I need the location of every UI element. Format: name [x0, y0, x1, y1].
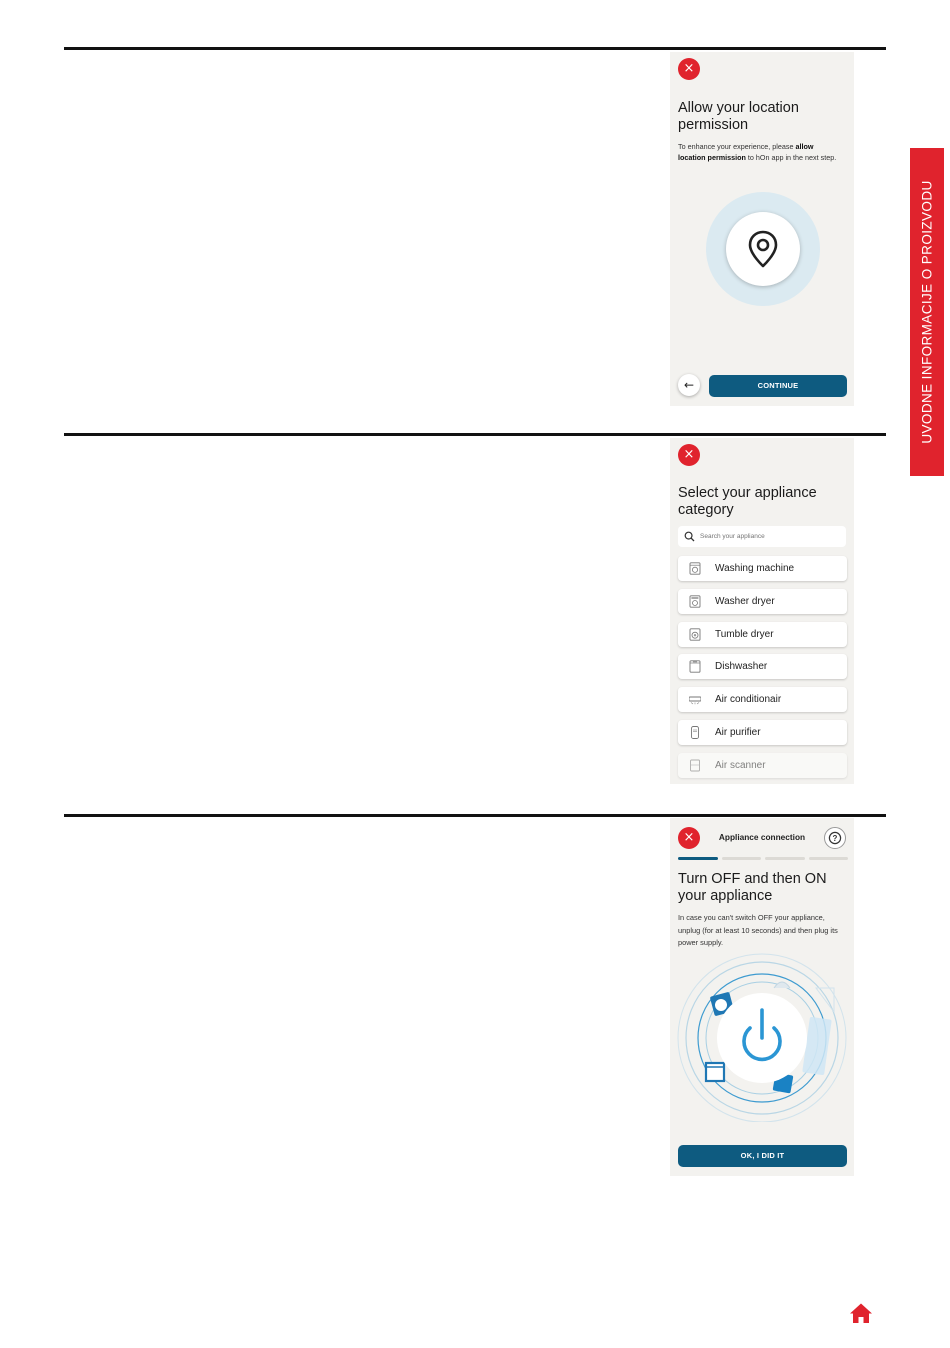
home-icon[interactable]: [849, 1302, 873, 1324]
search-box[interactable]: [678, 526, 846, 547]
appliance-connection-screen: [670, 818, 854, 1176]
list-item-label: Tumble dryer: [715, 628, 774, 640]
section-side-tab: [910, 148, 944, 476]
side-tab-label: UVODNE INFORMACIJE O PROIZVODU: [919, 180, 935, 444]
section-divider-3: [64, 814, 886, 817]
close-icon: ×: [683, 447, 695, 462]
continue-button[interactable]: CONTINUE: [709, 375, 847, 397]
air-purifier-icon: [689, 726, 701, 739]
appliance-category-screen: [670, 438, 854, 784]
page-description: To enhance your experience, please allow location permission to hOn app in the next step.: [678, 142, 837, 162]
page-title: Select your appliance category: [678, 485, 817, 518]
list-item-air-conditioner[interactable]: [678, 687, 847, 712]
ok-i-did-it-button[interactable]: OK, I DID IT: [678, 1145, 847, 1167]
help-button[interactable]: [824, 827, 846, 849]
svg-text:?: ?: [832, 833, 838, 843]
list-item-label: Dishwasher: [715, 661, 768, 673]
list-item-label: Washer dryer: [715, 595, 775, 607]
location-pin-icon: [726, 212, 800, 286]
list-item-tumble-dryer[interactable]: [678, 622, 847, 647]
air-scanner-icon: [689, 759, 701, 772]
location-permission-screen: [670, 52, 854, 406]
close-icon: ×: [683, 61, 695, 76]
close-button[interactable]: [678, 58, 700, 80]
location-badge: [726, 212, 800, 286]
progress-step: [765, 857, 805, 860]
washing-machine-icon: [689, 562, 701, 575]
back-button[interactable]: [678, 374, 700, 396]
page-description: In case you can't switch OFF your appliance, unplug (for at least 10 seconds) and then plug its power supply.: [678, 913, 838, 947]
search-input[interactable]: [700, 529, 840, 543]
appliance-list: [678, 556, 847, 784]
list-item-washing-machine[interactable]: [678, 556, 847, 581]
page-title: Turn OFF and then ON your appliance: [678, 871, 827, 904]
close-button[interactable]: [678, 444, 700, 466]
list-item-dishwasher[interactable]: [678, 654, 847, 679]
tumble-dryer-icon: [689, 628, 701, 641]
help-icon: [825, 828, 845, 848]
close-icon: ×: [683, 830, 695, 845]
header-title: Appliance connection: [718, 832, 806, 842]
back-arrow-icon: ←: [683, 378, 695, 392]
list-item-label: Air conditionair: [715, 694, 782, 706]
section-divider-2: [64, 433, 886, 436]
section-divider-1: [64, 47, 886, 50]
close-button[interactable]: [678, 827, 700, 849]
progress-step-active: [678, 857, 718, 860]
power-illustration: [674, 952, 850, 1122]
list-item-air-scanner[interactable]: [678, 753, 847, 778]
step-progress: [678, 857, 848, 860]
list-item-washer-dryer[interactable]: [678, 589, 847, 614]
progress-step: [809, 857, 849, 860]
progress-step: [722, 857, 762, 860]
list-item-label: Air scanner: [715, 759, 766, 771]
washer-dryer-icon: [689, 595, 701, 608]
list-item-label: Air purifier: [715, 726, 761, 738]
list-item-air-purifier[interactable]: [678, 720, 847, 745]
search-icon: [684, 531, 695, 542]
air-conditioner-icon: [689, 693, 701, 706]
page-title: Allow your location permission: [678, 100, 799, 133]
list-item-label: Washing machine: [715, 563, 795, 574]
dishwasher-icon: [689, 660, 701, 673]
